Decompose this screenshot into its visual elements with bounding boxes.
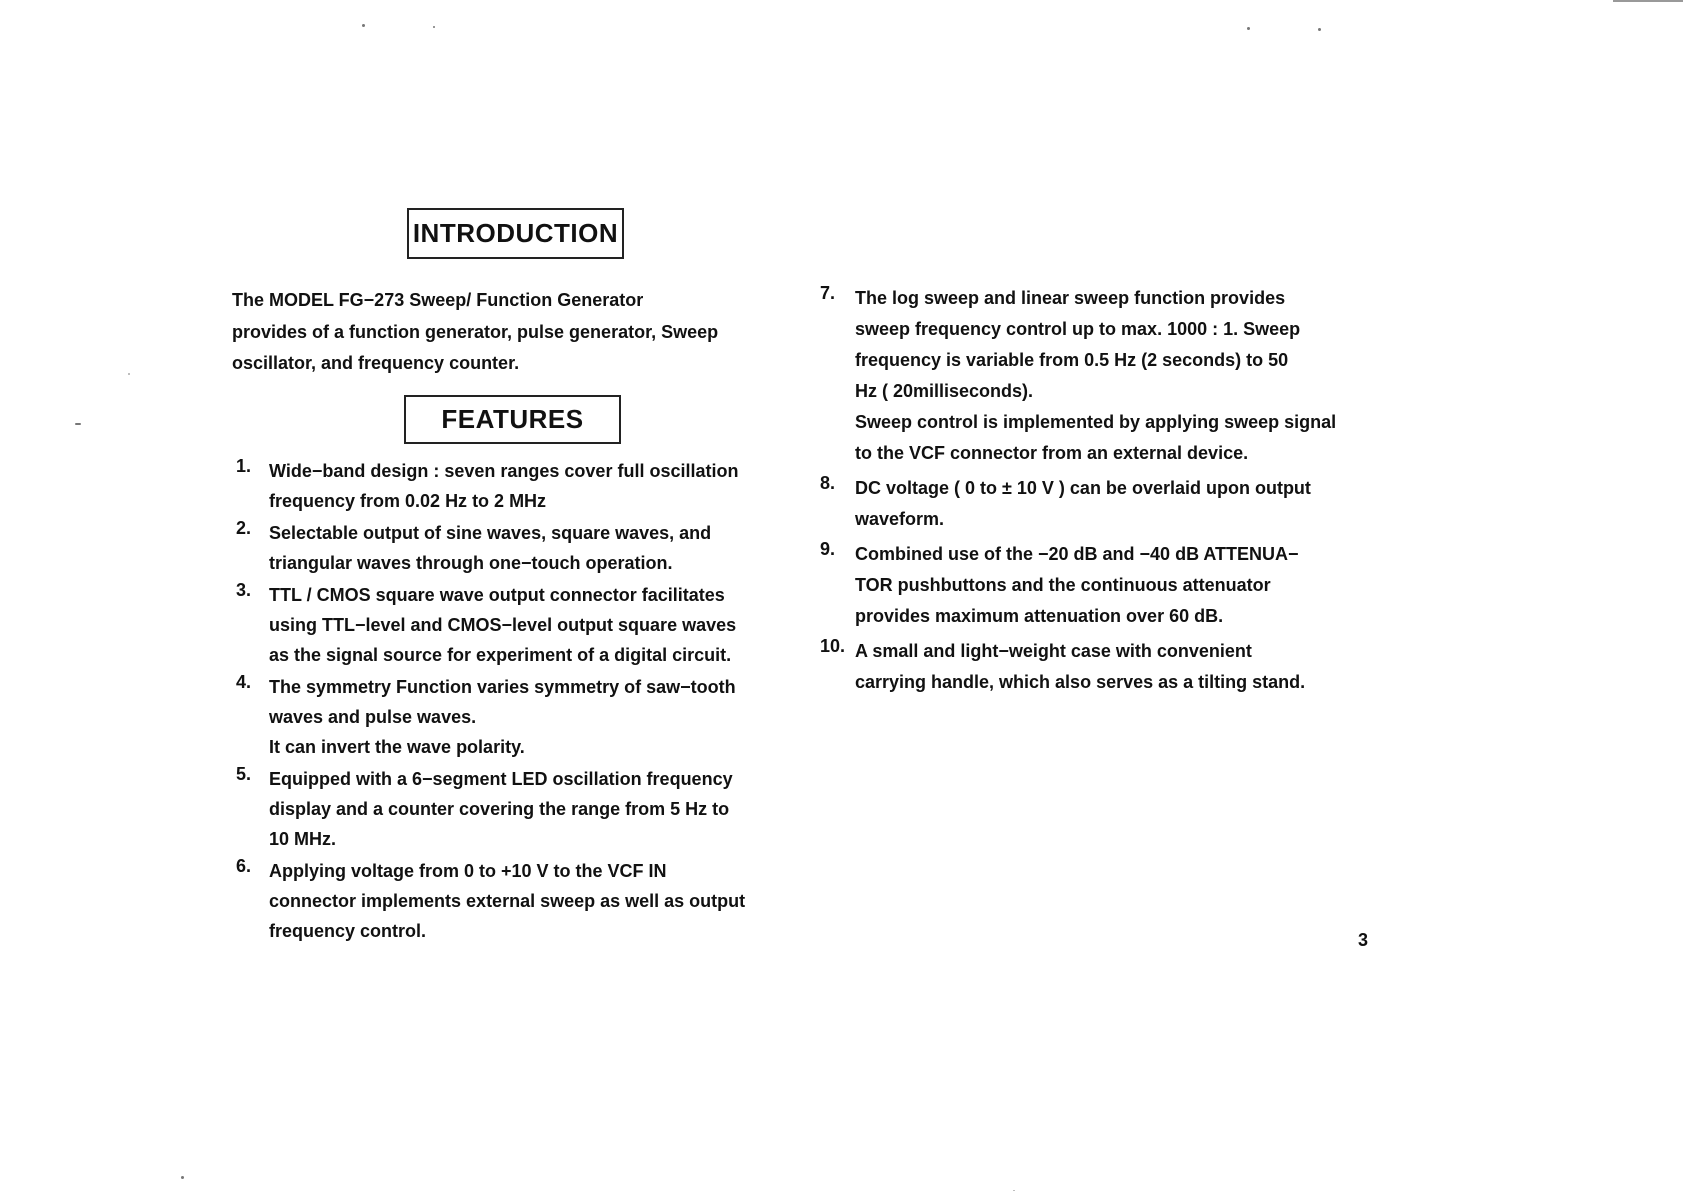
feature-text bbox=[269, 580, 796, 670]
feature-number: 4. bbox=[236, 672, 252, 692]
feature-line: Equipped with a 6−segment LED oscillation frequency bbox=[269, 769, 733, 789]
feature-number: 8. bbox=[820, 473, 836, 493]
feature-line: as the signal source for experiment of a digital circuit. bbox=[269, 645, 732, 665]
features-list-right bbox=[820, 283, 1380, 702]
feature-item-9 bbox=[820, 539, 1380, 632]
feature-text bbox=[269, 456, 796, 516]
feature-line: The log sweep and linear sweep function provides bbox=[855, 288, 1286, 308]
feature-text bbox=[855, 636, 1380, 698]
features-heading: FEATURES bbox=[404, 395, 621, 444]
scan-speck bbox=[362, 24, 365, 27]
feature-line: A small and light−weight case with convenient bbox=[855, 641, 1252, 661]
feature-text bbox=[269, 518, 796, 578]
scan-speck bbox=[1247, 27, 1250, 30]
features-list-left bbox=[236, 456, 796, 948]
feature-text bbox=[855, 539, 1380, 632]
introduction-line: provides of a function generator, pulse generator, Sweep bbox=[232, 321, 719, 342]
feature-line: TOR pushbuttons and the continuous attenuator bbox=[855, 575, 1271, 595]
feature-item-7 bbox=[820, 283, 1380, 469]
feature-line: The symmetry Function varies symmetry of saw−tooth bbox=[269, 677, 736, 697]
introduction-heading: INTRODUCTION bbox=[407, 208, 624, 259]
feature-item-6 bbox=[236, 856, 796, 946]
feature-line: frequency is variable from 0.5 Hz (2 seconds) to 50 bbox=[855, 350, 1289, 370]
feature-number: 3. bbox=[236, 580, 252, 600]
scan-speck bbox=[75, 423, 81, 425]
feature-line: waves and pulse waves. bbox=[269, 707, 477, 727]
feature-number: 9. bbox=[820, 539, 836, 559]
introduction-paragraph bbox=[232, 285, 792, 380]
feature-item-8 bbox=[820, 473, 1380, 535]
feature-number: 2. bbox=[236, 518, 252, 538]
feature-line: carrying handle, which also serves as a tilting stand. bbox=[855, 672, 1306, 692]
feature-line: sweep frequency control up to max. 1000 : 1. Sweep bbox=[855, 319, 1301, 339]
feature-text bbox=[855, 283, 1380, 469]
feature-number: 1. bbox=[236, 456, 252, 476]
page-number: 3 bbox=[1358, 930, 1369, 950]
feature-line: provides maximum attenuation over 60 dB. bbox=[855, 606, 1224, 626]
feature-line: Applying voltage from 0 to +10 V to the VCF IN bbox=[269, 861, 667, 881]
introduction-line: The MODEL FG−273 Sweep/ Function Generator bbox=[232, 290, 644, 310]
feature-item-3 bbox=[236, 580, 796, 670]
feature-line: Sweep control is implemented by applying sweep signal bbox=[855, 412, 1337, 432]
scan-edge-mark bbox=[1613, 0, 1683, 2]
feature-line: waveform. bbox=[855, 509, 945, 529]
feature-line: TTL / CMOS square wave output connector facilitates bbox=[269, 585, 725, 605]
feature-line: triangular waves through one−touch operation. bbox=[269, 553, 673, 573]
feature-line: Combined use of the −20 dB and −40 dB ATTENUA− bbox=[855, 544, 1299, 564]
feature-line: Wide−band design : seven ranges cover full oscillation bbox=[269, 461, 739, 481]
feature-text bbox=[855, 473, 1380, 535]
feature-line: frequency control. bbox=[269, 921, 427, 941]
feature-line: It can invert the wave polarity. bbox=[269, 737, 525, 757]
scan-speck bbox=[128, 373, 130, 375]
feature-line: display and a counter covering the range from 5 Hz to bbox=[269, 799, 730, 819]
scan-speck bbox=[181, 1176, 184, 1179]
feature-line: using TTL−level and CMOS−level output square waves bbox=[269, 615, 737, 635]
feature-number: 7. bbox=[820, 283, 836, 303]
feature-line: Hz ( 20milliseconds). bbox=[855, 381, 1034, 401]
feature-number: 10. bbox=[820, 636, 846, 656]
introduction-line: oscillator, and frequency counter. bbox=[232, 353, 520, 373]
feature-item-2 bbox=[236, 518, 796, 578]
feature-text bbox=[269, 672, 796, 762]
feature-line: DC voltage ( 0 to ± 10 V ) can be overlaid upon output bbox=[855, 478, 1311, 498]
feature-item-1 bbox=[236, 456, 796, 516]
feature-line: Selectable output of sine waves, square waves, and bbox=[269, 523, 712, 543]
feature-line: frequency from 0.02 Hz to 2 MHz bbox=[269, 491, 547, 511]
feature-text bbox=[269, 764, 796, 854]
scan-speck bbox=[1318, 28, 1321, 31]
feature-item-10 bbox=[820, 636, 1380, 698]
feature-number: 6. bbox=[236, 856, 252, 876]
feature-line: to the VCF connector from an external device. bbox=[855, 443, 1249, 463]
feature-item-5 bbox=[236, 764, 796, 854]
feature-line: connector implements external sweep as well as output bbox=[269, 891, 746, 911]
scan-speck bbox=[433, 26, 435, 28]
feature-line: 10 MHz. bbox=[269, 829, 337, 849]
feature-item-4 bbox=[236, 672, 796, 762]
feature-text bbox=[269, 856, 796, 946]
feature-number: 5. bbox=[236, 764, 252, 784]
